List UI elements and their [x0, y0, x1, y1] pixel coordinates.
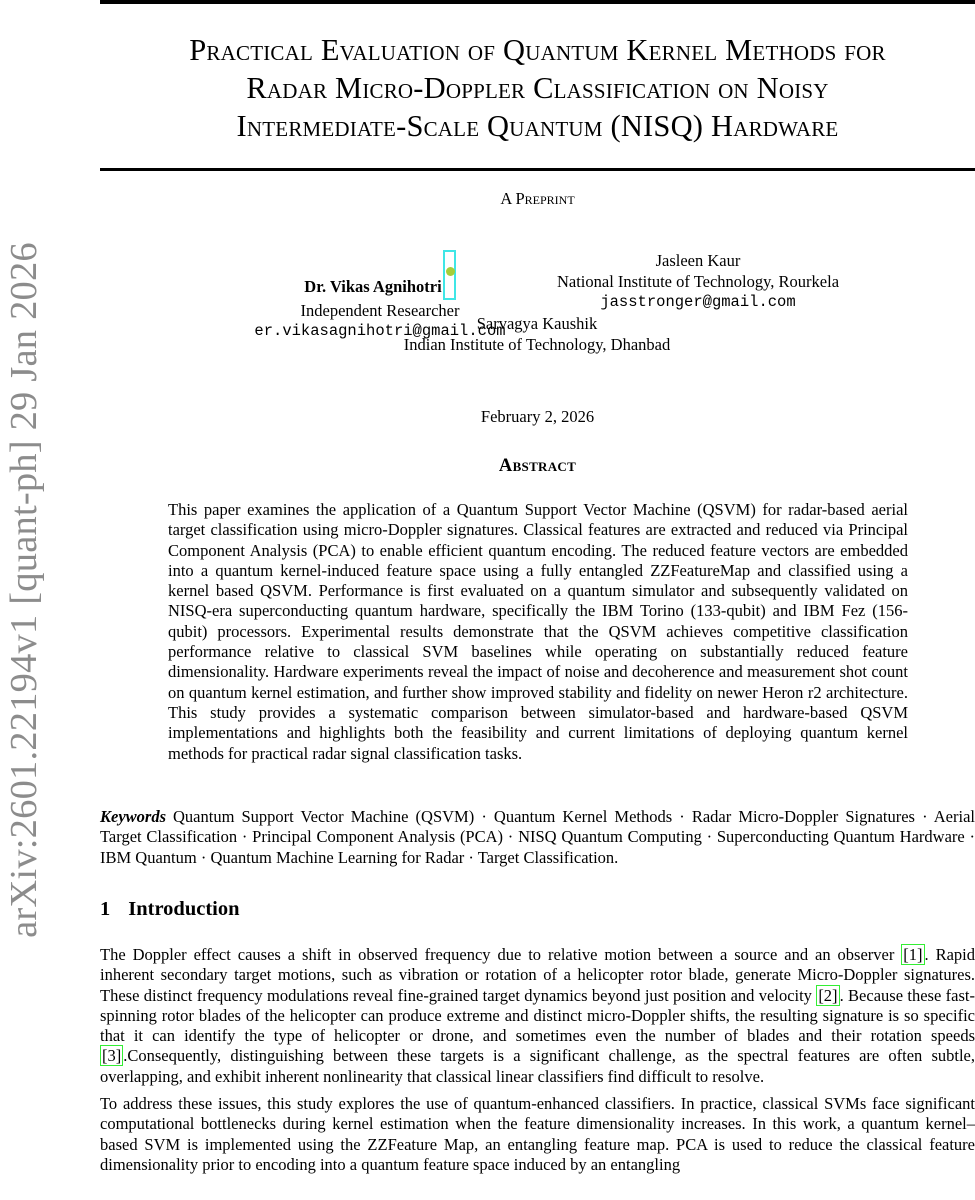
- intro-p1-part-d: .Consequently, distinguishing between these targets is a significant challenge, as the spectral features are often subtle, overlapping, and exhibit inherent nonlinearity that classical linear classifiers find difficult to resolve.: [100, 1046, 975, 1086]
- title-line-3: Intermediate-Scale Quantum (NISQ) Hardware: [236, 109, 839, 143]
- intro-p1-part-b: . Rapid inherent secondary target motions, such as vibration or rotation of a helicopter rotor blade, generate Micro-Doppler signatures. These distinct frequency modulations reveal fine-grained target dynamics beyond just position and velocity: [100, 945, 975, 1005]
- author-block-3: [337, 313, 737, 355]
- author-affiliation-3: Indian Institute of Technology, Dhanbad: [403, 335, 671, 354]
- keywords-paragraph: [100, 807, 975, 868]
- section-heading: [100, 898, 240, 921]
- arxiv-sidebar: [0, 0, 48, 1200]
- author-name-2: Jasleen Kaur: [655, 251, 741, 270]
- author-affiliation-1: Independent Researcher: [300, 301, 460, 320]
- section-title: Introduction: [128, 898, 240, 920]
- title-bottom-rule: [100, 168, 975, 171]
- keywords-label: Keywords: [100, 807, 166, 826]
- preprint-label: A Preprint: [500, 189, 575, 208]
- publication-date: February 2, 2026: [480, 407, 595, 426]
- abstract-heading: Abstract: [498, 456, 577, 476]
- paper-title: [100, 31, 975, 145]
- author-name-1: Dr. Vikas Agnihotri: [304, 277, 442, 296]
- title-top-rule: [100, 0, 975, 4]
- title-line-1: Practical Evaluation of Quantum Kernel Methods for: [189, 33, 886, 67]
- intro-p1-part-a: The Doppler effect causes a shift in observed frequency due to relative motion between a source and an observer: [100, 945, 902, 964]
- citation-link-1[interactable]: [1]: [903, 945, 923, 964]
- abstract-text: This paper examines the application of a Quantum Support Vector Machine (QSVM) for radar-based aerial target classification using micro-Doppler signatures. Classical features are extracted and reduced via Principal Component Analysis (PCA) to enable efficient quantum encoding. The reduced feature vectors are embedded into a quantum kernel-induced feature space using a fully entangled ZZFeatureMap and classified using a kernel based QSVM. Performance is first evaluated on a quantum simulator and subsequently validated on NISQ-era superconducting quantum hardware, specifically the IBM Torino (133-qubit) and IBM Fez (156-qubit) processors. Experimental results demonstrate that the QSVM achieves competitive classification performance relative to classical SVM baselines while operating on substantially reduced feature dimensionality. Hardware experiments reveal the impact of noise and decoherence and measurement shot count on quantum kernel estimation, and further show improved stability and fidelity on newer Heron r2 architecture. This study provides a systematic comparison between simulator-based and hardware-based QSVM implementations and highlights both the feasibility and current limitations of deploying quantum kernel methods for practical radar signal classification tasks.: [168, 500, 908, 763]
- author-email-2[interactable]: jasstronger@gmail.com: [600, 293, 796, 311]
- author-email-1[interactable]: er.vikasagnihotri@gmail.com: [254, 322, 506, 340]
- intro-paragraph-2: To address these issues, this study explores the use of quantum-enhanced classifiers. In practice, classical SVMs face significant computational bottlenecks during kernel estimation when the feature dimensionality increases. In this work, a quantum kernel–based SVM is implemented using the ZZFeature Map, an entangling feature map. PCA is used to reduce the classical feature dimensionality prior to encoding into a quantum feature space induced by an entangling: [100, 1094, 975, 1174]
- title-line-2: Radar Micro-Doppler Classification on Noisy: [246, 71, 829, 105]
- orcid-icon: [446, 267, 455, 276]
- author-name-3: Sarvagya Kaushik: [476, 314, 598, 333]
- author-affiliation-2: National Institute of Technology, Rourkela: [556, 272, 840, 291]
- keywords-list: Quantum Support Vector Machine (QSVM) · Quantum Kernel Methods · Radar Micro-Doppler Signatures · Aerial Target Classification · Principal Component Analysis (PCA) · NISQ Quantum Computing · Superconducting Quantum Hardware · IBM Quantum · Quantum Machine Learning for Radar · Target Classification.: [100, 807, 975, 867]
- intro-p1-part-c: . Because these fast-spinning rotor blades of the helicopter can produce extreme and distinct micro-Doppler shifts, the resulting signature is so specific that it can identify the type of helicopter or drone, and sometimes even the number of blades and their rotation speeds: [100, 985, 975, 1046]
- intro-paragraph-1: [100, 945, 975, 1087]
- orcid-link[interactable]: [443, 250, 456, 300]
- author-block-2: [518, 250, 878, 313]
- section-number: 1: [100, 898, 111, 920]
- citation-link-2[interactable]: [2]: [818, 985, 838, 1005]
- citation-link-3[interactable]: [3]: [102, 1046, 122, 1066]
- arxiv-identifier: arXiv:2601.22194v1 [quant-ph] 29 Jan 2026: [3, 242, 45, 938]
